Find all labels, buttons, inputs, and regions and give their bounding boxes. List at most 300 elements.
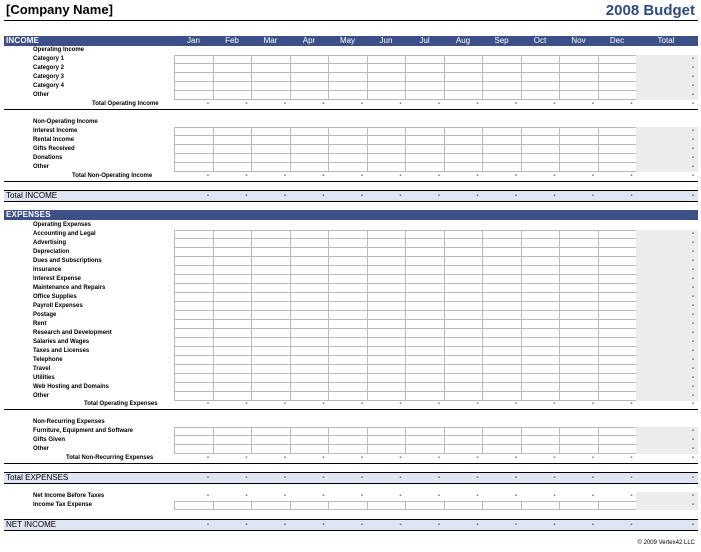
- input-cell[interactable]: [328, 136, 368, 145]
- input-cell[interactable]: [290, 248, 330, 257]
- input-cell[interactable]: [405, 82, 445, 91]
- input-cell[interactable]: [521, 302, 561, 311]
- input-cell[interactable]: [251, 248, 291, 257]
- input-cell[interactable]: [174, 266, 214, 275]
- input-cell[interactable]: [174, 127, 214, 136]
- input-cell[interactable]: [367, 374, 407, 383]
- input-cell[interactable]: [598, 91, 638, 100]
- input-cell[interactable]: [251, 365, 291, 374]
- input-cell[interactable]: [328, 501, 368, 510]
- input-cell[interactable]: [521, 356, 561, 365]
- input-cell[interactable]: [251, 436, 291, 445]
- input-cell[interactable]: [290, 91, 330, 100]
- input-cell[interactable]: [251, 320, 291, 329]
- input-cell[interactable]: [444, 320, 484, 329]
- input-cell[interactable]: [251, 275, 291, 284]
- input-cell[interactable]: [290, 374, 330, 383]
- input-cell[interactable]: [444, 365, 484, 374]
- input-cell[interactable]: [521, 501, 561, 510]
- input-cell[interactable]: [290, 338, 330, 347]
- input-cell[interactable]: [598, 383, 638, 392]
- input-cell[interactable]: [405, 257, 445, 266]
- input-cell[interactable]: [482, 239, 522, 248]
- input-cell[interactable]: [598, 320, 638, 329]
- input-cell[interactable]: [367, 248, 407, 257]
- input-cell[interactable]: [405, 64, 445, 73]
- input-cell[interactable]: [444, 284, 484, 293]
- input-cell[interactable]: [174, 136, 214, 145]
- input-cell[interactable]: [174, 230, 214, 239]
- input-cell[interactable]: [290, 230, 330, 239]
- input-cell[interactable]: [521, 257, 561, 266]
- input-cell[interactable]: [444, 230, 484, 239]
- input-cell[interactable]: [598, 73, 638, 82]
- input-cell[interactable]: [367, 82, 407, 91]
- input-cell[interactable]: [521, 163, 561, 172]
- input-cell[interactable]: [405, 145, 445, 154]
- input-cell[interactable]: [598, 338, 638, 347]
- input-cell[interactable]: [405, 436, 445, 445]
- input-cell[interactable]: [174, 145, 214, 154]
- input-cell[interactable]: [367, 55, 407, 64]
- input-cell[interactable]: [328, 257, 368, 266]
- input-cell[interactable]: [174, 82, 214, 91]
- input-cell[interactable]: [598, 266, 638, 275]
- input-cell[interactable]: [598, 436, 638, 445]
- input-cell[interactable]: [482, 257, 522, 266]
- input-cell[interactable]: [251, 55, 291, 64]
- input-cell[interactable]: [213, 365, 253, 374]
- input-cell[interactable]: [405, 248, 445, 257]
- input-cell[interactable]: [521, 145, 561, 154]
- input-cell[interactable]: [444, 55, 484, 64]
- input-cell[interactable]: [482, 248, 522, 257]
- input-cell[interactable]: [328, 91, 368, 100]
- input-cell[interactable]: [482, 338, 522, 347]
- company-name[interactable]: [Company Name]: [6, 2, 113, 17]
- input-cell[interactable]: [559, 501, 599, 510]
- input-cell[interactable]: [559, 163, 599, 172]
- input-cell[interactable]: [328, 427, 368, 436]
- input-cell[interactable]: [405, 302, 445, 311]
- input-cell[interactable]: [367, 445, 407, 454]
- input-cell[interactable]: [290, 329, 330, 338]
- input-cell[interactable]: [598, 302, 638, 311]
- input-cell[interactable]: [290, 275, 330, 284]
- input-cell[interactable]: [367, 365, 407, 374]
- input-cell[interactable]: [598, 445, 638, 454]
- input-cell[interactable]: [290, 82, 330, 91]
- input-cell[interactable]: [367, 427, 407, 436]
- input-cell[interactable]: [174, 293, 214, 302]
- input-cell[interactable]: [521, 127, 561, 136]
- input-cell[interactable]: [559, 365, 599, 374]
- input-cell[interactable]: [290, 239, 330, 248]
- input-cell[interactable]: [521, 311, 561, 320]
- input-cell[interactable]: [174, 302, 214, 311]
- input-cell[interactable]: [328, 293, 368, 302]
- input-cell[interactable]: [290, 266, 330, 275]
- input-cell[interactable]: [174, 163, 214, 172]
- input-cell[interactable]: [559, 275, 599, 284]
- input-cell[interactable]: [482, 284, 522, 293]
- input-cell[interactable]: [559, 230, 599, 239]
- input-cell[interactable]: [521, 266, 561, 275]
- input-cell[interactable]: [405, 55, 445, 64]
- input-cell[interactable]: [213, 91, 253, 100]
- input-cell[interactable]: [559, 154, 599, 163]
- input-cell[interactable]: [559, 248, 599, 257]
- input-cell[interactable]: [559, 320, 599, 329]
- input-cell[interactable]: [290, 293, 330, 302]
- input-cell[interactable]: [290, 145, 330, 154]
- input-cell[interactable]: [405, 73, 445, 82]
- input-cell[interactable]: [174, 64, 214, 73]
- input-cell[interactable]: [444, 127, 484, 136]
- input-cell[interactable]: [213, 248, 253, 257]
- input-cell[interactable]: [444, 501, 484, 510]
- input-cell[interactable]: [598, 501, 638, 510]
- input-cell[interactable]: [174, 275, 214, 284]
- input-cell[interactable]: [482, 329, 522, 338]
- input-cell[interactable]: [559, 383, 599, 392]
- input-cell[interactable]: [251, 154, 291, 163]
- input-cell[interactable]: [521, 374, 561, 383]
- input-cell[interactable]: [213, 154, 253, 163]
- input-cell[interactable]: [251, 163, 291, 172]
- input-cell[interactable]: [598, 163, 638, 172]
- input-cell[interactable]: [290, 64, 330, 73]
- input-cell[interactable]: [213, 127, 253, 136]
- input-cell[interactable]: [213, 293, 253, 302]
- input-cell[interactable]: [444, 136, 484, 145]
- input-cell[interactable]: [405, 154, 445, 163]
- input-cell[interactable]: [482, 501, 522, 510]
- input-cell[interactable]: [367, 436, 407, 445]
- input-cell[interactable]: [174, 91, 214, 100]
- input-cell[interactable]: [367, 266, 407, 275]
- input-cell[interactable]: [444, 266, 484, 275]
- input-cell[interactable]: [521, 230, 561, 239]
- input-cell[interactable]: [444, 302, 484, 311]
- input-cell[interactable]: [367, 284, 407, 293]
- input-cell[interactable]: [598, 145, 638, 154]
- input-cell[interactable]: [598, 347, 638, 356]
- input-cell[interactable]: [444, 82, 484, 91]
- input-cell[interactable]: [251, 127, 291, 136]
- input-cell[interactable]: [521, 365, 561, 374]
- input-cell[interactable]: [405, 427, 445, 436]
- input-cell[interactable]: [213, 257, 253, 266]
- input-cell[interactable]: [174, 338, 214, 347]
- input-cell[interactable]: [521, 73, 561, 82]
- input-cell[interactable]: [174, 73, 214, 82]
- input-cell[interactable]: [213, 311, 253, 320]
- input-cell[interactable]: [444, 383, 484, 392]
- input-cell[interactable]: [598, 365, 638, 374]
- input-cell[interactable]: [251, 266, 291, 275]
- input-cell[interactable]: [405, 230, 445, 239]
- input-cell[interactable]: [405, 163, 445, 172]
- input-cell[interactable]: [367, 230, 407, 239]
- input-cell[interactable]: [251, 136, 291, 145]
- input-cell[interactable]: [521, 427, 561, 436]
- input-cell[interactable]: [251, 383, 291, 392]
- input-cell[interactable]: [405, 284, 445, 293]
- input-cell[interactable]: [328, 302, 368, 311]
- input-cell[interactable]: [213, 501, 253, 510]
- input-cell[interactable]: [213, 302, 253, 311]
- input-cell[interactable]: [444, 239, 484, 248]
- input-cell[interactable]: [251, 284, 291, 293]
- input-cell[interactable]: [213, 356, 253, 365]
- input-cell[interactable]: [521, 154, 561, 163]
- input-cell[interactable]: [559, 427, 599, 436]
- input-cell[interactable]: [444, 248, 484, 257]
- input-cell[interactable]: [251, 293, 291, 302]
- input-cell[interactable]: [290, 284, 330, 293]
- input-cell[interactable]: [405, 501, 445, 510]
- input-cell[interactable]: [251, 230, 291, 239]
- input-cell[interactable]: [290, 163, 330, 172]
- input-cell[interactable]: [405, 311, 445, 320]
- input-cell[interactable]: [444, 347, 484, 356]
- input-cell[interactable]: [290, 383, 330, 392]
- input-cell[interactable]: [405, 365, 445, 374]
- input-cell[interactable]: [444, 257, 484, 266]
- input-cell[interactable]: [521, 284, 561, 293]
- input-cell[interactable]: [521, 82, 561, 91]
- input-cell[interactable]: [367, 320, 407, 329]
- input-cell[interactable]: [328, 55, 368, 64]
- input-cell[interactable]: [174, 329, 214, 338]
- input-cell[interactable]: [367, 329, 407, 338]
- input-cell[interactable]: [213, 239, 253, 248]
- input-cell[interactable]: [482, 374, 522, 383]
- input-cell[interactable]: [598, 329, 638, 338]
- input-cell[interactable]: [367, 91, 407, 100]
- input-cell[interactable]: [444, 329, 484, 338]
- input-cell[interactable]: [251, 338, 291, 347]
- input-cell[interactable]: [251, 91, 291, 100]
- input-cell[interactable]: [482, 55, 522, 64]
- input-cell[interactable]: [367, 163, 407, 172]
- input-cell[interactable]: [521, 436, 561, 445]
- input-cell[interactable]: [367, 73, 407, 82]
- input-cell[interactable]: [174, 374, 214, 383]
- input-cell[interactable]: [213, 445, 253, 454]
- input-cell[interactable]: [328, 311, 368, 320]
- input-cell[interactable]: [290, 347, 330, 356]
- input-cell[interactable]: [598, 64, 638, 73]
- input-cell[interactable]: [521, 445, 561, 454]
- input-cell[interactable]: [405, 374, 445, 383]
- input-cell[interactable]: [174, 320, 214, 329]
- input-cell[interactable]: [559, 436, 599, 445]
- input-cell[interactable]: [251, 374, 291, 383]
- input-cell[interactable]: [367, 302, 407, 311]
- input-cell[interactable]: [444, 436, 484, 445]
- input-cell[interactable]: [482, 436, 522, 445]
- input-cell[interactable]: [213, 427, 253, 436]
- input-cell[interactable]: [521, 329, 561, 338]
- input-cell[interactable]: [405, 266, 445, 275]
- input-cell[interactable]: [174, 257, 214, 266]
- input-cell[interactable]: [482, 145, 522, 154]
- input-cell[interactable]: [174, 427, 214, 436]
- input-cell[interactable]: [290, 302, 330, 311]
- input-cell[interactable]: [367, 257, 407, 266]
- input-cell[interactable]: [290, 436, 330, 445]
- input-cell[interactable]: [213, 284, 253, 293]
- input-cell[interactable]: [598, 275, 638, 284]
- input-cell[interactable]: [482, 154, 522, 163]
- input-cell[interactable]: [251, 239, 291, 248]
- input-cell[interactable]: [521, 347, 561, 356]
- input-cell[interactable]: [482, 91, 522, 100]
- input-cell[interactable]: [444, 145, 484, 154]
- input-cell[interactable]: [559, 239, 599, 248]
- input-cell[interactable]: [405, 293, 445, 302]
- input-cell[interactable]: [290, 257, 330, 266]
- input-cell[interactable]: [290, 73, 330, 82]
- input-cell[interactable]: [328, 338, 368, 347]
- input-cell[interactable]: [174, 311, 214, 320]
- input-cell[interactable]: [405, 383, 445, 392]
- input-cell[interactable]: [367, 383, 407, 392]
- input-cell[interactable]: [559, 82, 599, 91]
- input-cell[interactable]: [405, 320, 445, 329]
- input-cell[interactable]: [598, 82, 638, 91]
- input-cell[interactable]: [328, 154, 368, 163]
- input-cell[interactable]: [213, 436, 253, 445]
- input-cell[interactable]: [559, 347, 599, 356]
- input-cell[interactable]: [213, 275, 253, 284]
- input-cell[interactable]: [251, 356, 291, 365]
- input-cell[interactable]: [328, 266, 368, 275]
- input-cell[interactable]: [444, 356, 484, 365]
- input-cell[interactable]: [290, 501, 330, 510]
- input-cell[interactable]: [290, 445, 330, 454]
- input-cell[interactable]: [213, 136, 253, 145]
- input-cell[interactable]: [367, 347, 407, 356]
- input-cell[interactable]: [290, 320, 330, 329]
- input-cell[interactable]: [213, 55, 253, 64]
- input-cell[interactable]: [405, 445, 445, 454]
- input-cell[interactable]: [174, 501, 214, 510]
- input-cell[interactable]: [444, 311, 484, 320]
- input-cell[interactable]: [598, 311, 638, 320]
- input-cell[interactable]: [328, 275, 368, 284]
- input-cell[interactable]: [213, 145, 253, 154]
- input-cell[interactable]: [482, 275, 522, 284]
- input-cell[interactable]: [598, 356, 638, 365]
- input-cell[interactable]: [213, 73, 253, 82]
- input-cell[interactable]: [444, 275, 484, 284]
- input-cell[interactable]: [559, 374, 599, 383]
- input-cell[interactable]: [367, 338, 407, 347]
- input-cell[interactable]: [521, 383, 561, 392]
- input-cell[interactable]: [328, 329, 368, 338]
- input-cell[interactable]: [213, 64, 253, 73]
- input-cell[interactable]: [405, 127, 445, 136]
- input-cell[interactable]: [367, 275, 407, 284]
- input-cell[interactable]: [251, 73, 291, 82]
- input-cell[interactable]: [290, 365, 330, 374]
- input-cell[interactable]: [559, 91, 599, 100]
- input-cell[interactable]: [367, 64, 407, 73]
- input-cell[interactable]: [328, 356, 368, 365]
- input-cell[interactable]: [367, 127, 407, 136]
- input-cell[interactable]: [598, 293, 638, 302]
- input-cell[interactable]: [444, 427, 484, 436]
- input-cell[interactable]: [482, 73, 522, 82]
- input-cell[interactable]: [482, 127, 522, 136]
- input-cell[interactable]: [444, 91, 484, 100]
- input-cell[interactable]: [367, 293, 407, 302]
- input-cell[interactable]: [251, 329, 291, 338]
- input-cell[interactable]: [559, 64, 599, 73]
- input-cell[interactable]: [559, 145, 599, 154]
- input-cell[interactable]: [482, 320, 522, 329]
- input-cell[interactable]: [328, 248, 368, 257]
- input-cell[interactable]: [598, 374, 638, 383]
- input-cell[interactable]: [328, 383, 368, 392]
- input-cell[interactable]: [290, 427, 330, 436]
- input-cell[interactable]: [444, 293, 484, 302]
- input-cell[interactable]: [598, 427, 638, 436]
- input-cell[interactable]: [521, 275, 561, 284]
- input-cell[interactable]: [290, 154, 330, 163]
- input-cell[interactable]: [482, 383, 522, 392]
- input-cell[interactable]: [598, 136, 638, 145]
- input-cell[interactable]: [213, 347, 253, 356]
- input-cell[interactable]: [251, 82, 291, 91]
- input-cell[interactable]: [290, 136, 330, 145]
- input-cell[interactable]: [251, 501, 291, 510]
- input-cell[interactable]: [521, 320, 561, 329]
- input-cell[interactable]: [521, 91, 561, 100]
- input-cell[interactable]: [251, 145, 291, 154]
- input-cell[interactable]: [598, 284, 638, 293]
- input-cell[interactable]: [521, 239, 561, 248]
- input-cell[interactable]: [174, 356, 214, 365]
- input-cell[interactable]: [328, 374, 368, 383]
- input-cell[interactable]: [174, 239, 214, 248]
- input-cell[interactable]: [405, 329, 445, 338]
- input-cell[interactable]: [251, 64, 291, 73]
- input-cell[interactable]: [213, 374, 253, 383]
- input-cell[interactable]: [521, 55, 561, 64]
- input-cell[interactable]: [290, 356, 330, 365]
- input-cell[interactable]: [559, 356, 599, 365]
- input-cell[interactable]: [328, 145, 368, 154]
- input-cell[interactable]: [598, 154, 638, 163]
- input-cell[interactable]: [482, 293, 522, 302]
- input-cell[interactable]: [213, 320, 253, 329]
- input-cell[interactable]: [213, 383, 253, 392]
- input-cell[interactable]: [328, 82, 368, 91]
- input-cell[interactable]: [482, 365, 522, 374]
- input-cell[interactable]: [482, 347, 522, 356]
- input-cell[interactable]: [482, 82, 522, 91]
- input-cell[interactable]: [367, 145, 407, 154]
- input-cell[interactable]: [521, 338, 561, 347]
- input-cell[interactable]: [482, 302, 522, 311]
- input-cell[interactable]: [559, 329, 599, 338]
- input-cell[interactable]: [405, 91, 445, 100]
- input-cell[interactable]: [174, 383, 214, 392]
